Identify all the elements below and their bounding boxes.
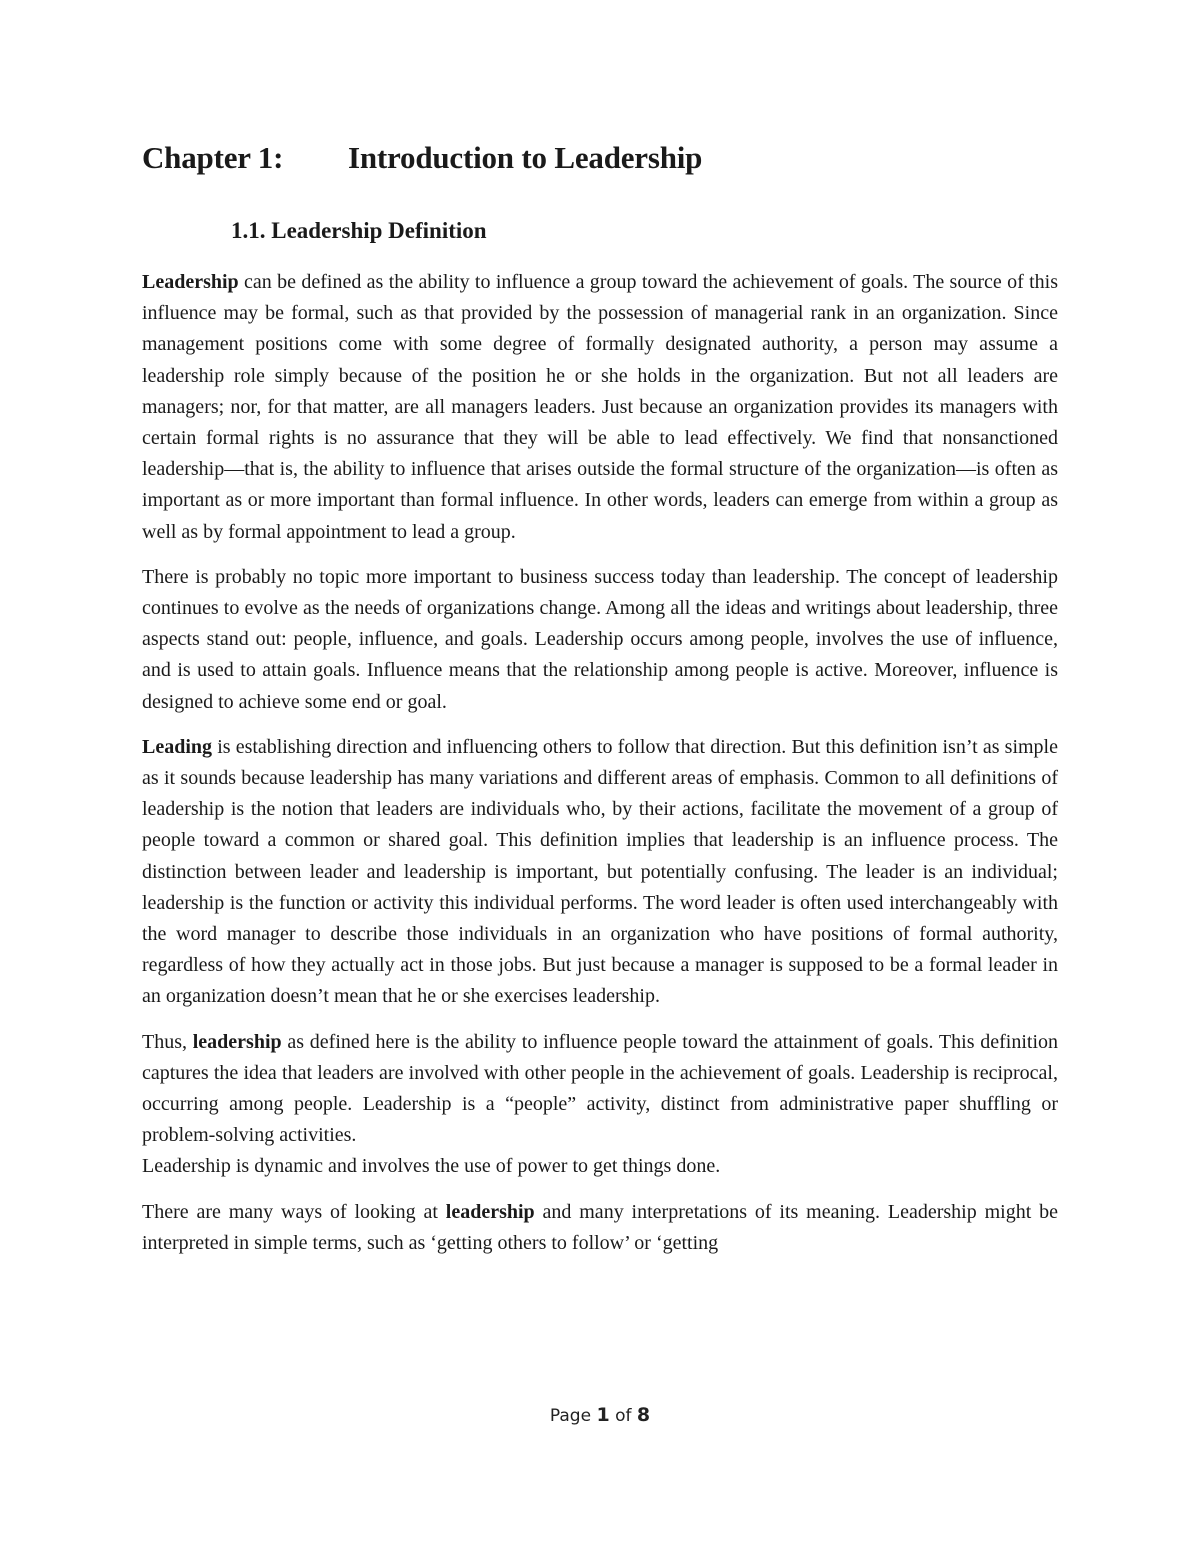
bold-term: Leading: [142, 735, 213, 758]
section-heading: 1.1. Leadership Definition: [231, 218, 487, 243]
page-footer: [0, 1404, 1200, 1426]
page-label: Page: [549, 1406, 592, 1426]
bold-term: Leadership: [142, 271, 239, 293]
paragraph-4: Thus, leadership as defined here is the ability to influence people toward the attainment of goals. This definition captures the idea that leaders are involved with other people in the achievement of goals. Leadership is reciprocal, occurring among people. Leadership is a “people” activity, distinct from administrative paper shuffling or problem-solving activities.: [142, 1030, 1058, 1147]
of-label: of: [615, 1406, 632, 1426]
body-text: [142, 267, 1058, 1259]
paragraph-3: Leading is establishing direction and influencing others to follow that direction. But this definition isn’t as simple as it sounds because leadership has many variations and different areas of emphasis. Common to all definitions of leadership is the notion that leaders are individuals who, by their actions, facilitate the movement of a group of people toward a common or shared goal. This definition implies that leadership is an influence process. The distinction between leader and leadership is important, but potentially confusing. The leader is an individual; leadership is the function or activity this individual performs. The word leader is often used interchangeably with the word manager to describe those individuals in an organization who have positions of formal authority, regardless of how they actually act in those jobs. But just because a manager is supposed to be a formal leader in an organization doesn’t mean that he or she exercises leadership.: [142, 735, 1058, 1008]
paragraph-1: Leadership can be defined as the ability to influence a group toward the achievement of goals. The source of this influence may be formal, such as that provided by the possession of managerial rank in an organization. Since management positions come with some degree of formally designated authority, a person may assume a leadership role simply because of the position he or she holds in the organization. But not all leaders are managers; nor, for that matter, are all managers leaders. Just because an organization provides its managers with certain formal rights is no assurance that they will be able to lead effectively. We find that nonsanctioned leadership—that is, the ability to influence that arises outside the formal structure of the organization—is often as important as or more important than formal influence. In other words, leaders can emerge from within a group as well as by formal appointment to lead a group.: [142, 271, 1058, 543]
paragraph-2: There is probably no topic more important to business success today than leadership. The concept of leadership continues to evolve as the needs of organizations change. Among all the ideas and writings about leadership, three aspects stand out: people, influence, and goals. Leadership occurs among people, involves the use of influence, and is used to attain goals. Influence means that the relationship among people is active. Moreover, influence is designed to achieve some end or goal.: [142, 565, 1058, 713]
paragraph-4-continued: Leadership is dynamic and involves the use of power to get things done.: [142, 1155, 721, 1178]
bold-term: leadership: [445, 1200, 535, 1223]
chapter-title-text: Introduction to Leadership: [348, 140, 703, 175]
current-page-number: 1: [596, 1404, 610, 1426]
paragraph-5: There are many ways of looking at leadership and many interpretations of its meaning. Leadership might be interpreted in simple terms, such as ‘getting others to follow’ or ‘getting: [142, 1200, 1058, 1254]
bold-term: leadership: [192, 1030, 282, 1053]
chapter-title: [142, 140, 702, 176]
total-pages-number: 8: [636, 1404, 651, 1426]
chapter-number: Chapter 1:: [142, 140, 284, 175]
